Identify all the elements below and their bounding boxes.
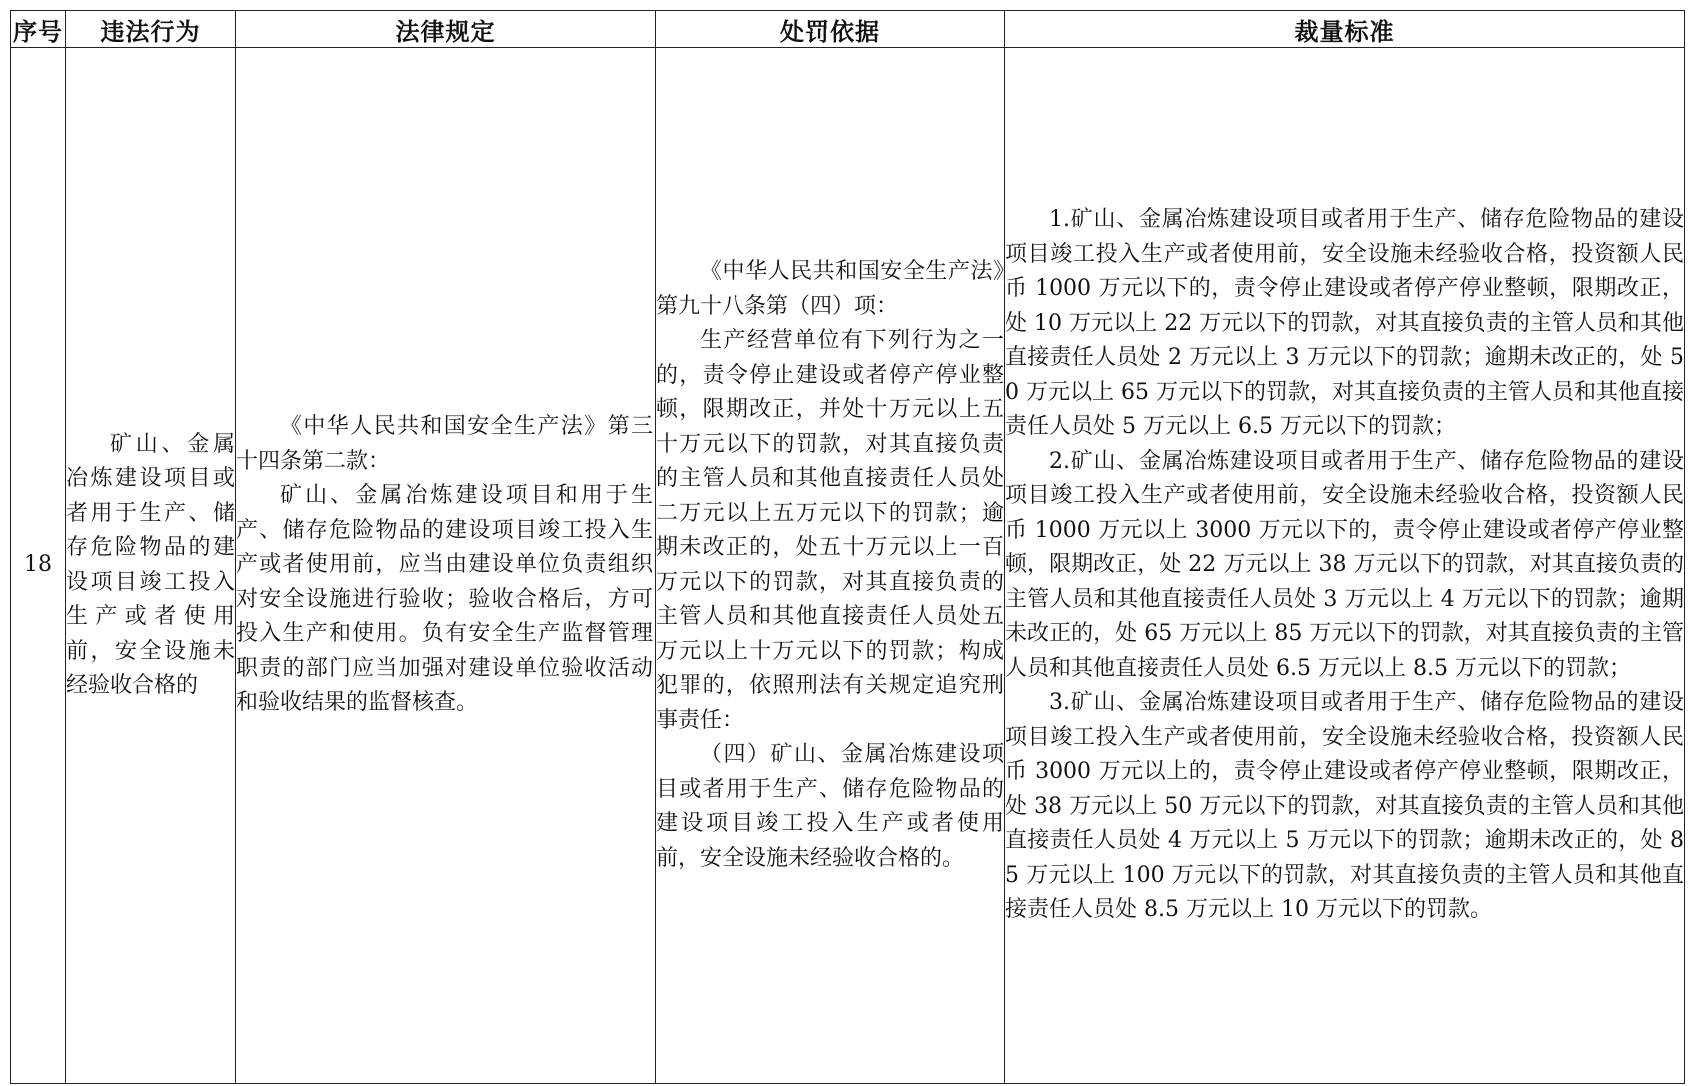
standard-item-1: 1.矿山、金属冶炼建设项目或者用于生产、储存危险物品的建设项目竣工投入生产或者使用前，安全设施未经验收合格，投资额人民币 1000 万元以下的，责令停止建设或者停产停业整顿，限期改正，处 10 万元以上 22 万元以下的罚款，对其直接负责的主管人员和其他直接责任人员处 2 万元以上 3 万元以下的罚款；逾期未改正的，处 50 万元以上 65 万元以下的罚款，对其直接负责的主管人员和其他直接责任人员处 5 万元以上 6.5 万元以下的罚款； [1005, 207, 1684, 440]
basis-text: 生产经营单位有下列行为之一的，责令停止建设或者停产停业整顿，限期改正，并处十万元以上五十万元以下的罚款，对其直接负责的主管人员和其他直接责任人员处二万元以上五万元以下的罚款；逾期未改正的，处五十万元以上一百万元以下的罚款，对其直接负责的主管人员和其他直接责任人员处五万元以上十万元以下的罚款；构成犯罪的，依照刑法有关规定追究刑事责任： [656, 328, 1004, 733]
header-basis: 处罚依据 [656, 11, 1005, 48]
cell-seq: 18 [11, 48, 66, 1084]
penalty-table [10, 10, 1685, 1084]
header-standard: 裁量标准 [1005, 11, 1685, 48]
table-header-row [11, 11, 1685, 48]
cell-standard [1005, 48, 1685, 1084]
header-violation: 违法行为 [66, 11, 236, 48]
cell-law [236, 48, 656, 1084]
law-text: 矿山、金属冶炼建设项目和用于生产、储存危险物品的建设项目竣工投入生产或者使用前，应当由建设单位负责组织对安全设施进行验收；验收合格后，方可投入生产和使用。负有安全生产监督管理职责的部门应当加强对建设单位验收活动和验收结果的监督核查。 [236, 483, 653, 716]
law-title: 《中华人民共和国安全生产法》第三十四条第二款： [236, 414, 653, 474]
violation-text: 矿山、金属冶炼建设项目或者用于生产、储存危险物品的建设项目竣工投入生产或者使用前，安全设施未经验收合格的 [66, 431, 235, 698]
basis-item-4: （四）矿山、金属冶炼建设项目或者用于生产、储存危险物品的建设项目竣工投入生产或者使用前，安全设施未经验收合格的。 [656, 742, 1004, 871]
header-seq: 序号 [11, 11, 66, 48]
table-row [11, 48, 1685, 1084]
cell-basis [656, 48, 1005, 1084]
header-law: 法律规定 [236, 11, 656, 48]
basis-title: 《中华人民共和国安全生产法》第九十八条第（四）项： [656, 259, 1004, 319]
cell-violation [66, 48, 236, 1084]
standard-item-3: 3.矿山、金属冶炼建设项目或者用于生产、储存危险物品的建设项目竣工投入生产或者使用前，安全设施未经验收合格，投资额人民币 3000 万元以上的，责令停止建设或者停产停业整顿，限期改正，处 38 万元以上 50 万元以下的罚款，对其直接负责的主管人员和其他直接责任人员处 4 万元以上 5 万元以下的罚款；逾期未改正的，处 85 万元以上 100 万元以下的罚款，对其直接负责的主管人员和其他直接责任人员处 8.5 万元以上 10 万元以下的罚款。 [1005, 690, 1684, 923]
standard-item-2: 2.矿山、金属冶炼建设项目或者用于生产、储存危险物品的建设项目竣工投入生产或者使用前，安全设施未经验收合格，投资额人民币 1000 万元以上 3000 万元以下的，责令停止建设或者停产停业整顿，限期改正，处 22 万元以上 38 万元以下的罚款，对其直接负责的主管人员和其他直接责任人员处 3 万元以上 4 万元以下的罚款；逾期未改正的，处 65 万元以上 85 万元以下的罚款，对其直接负责的主管人员和其他直接责任人员处 6.5 万元以上 8.5 万元以下的罚款； [1005, 448, 1684, 681]
